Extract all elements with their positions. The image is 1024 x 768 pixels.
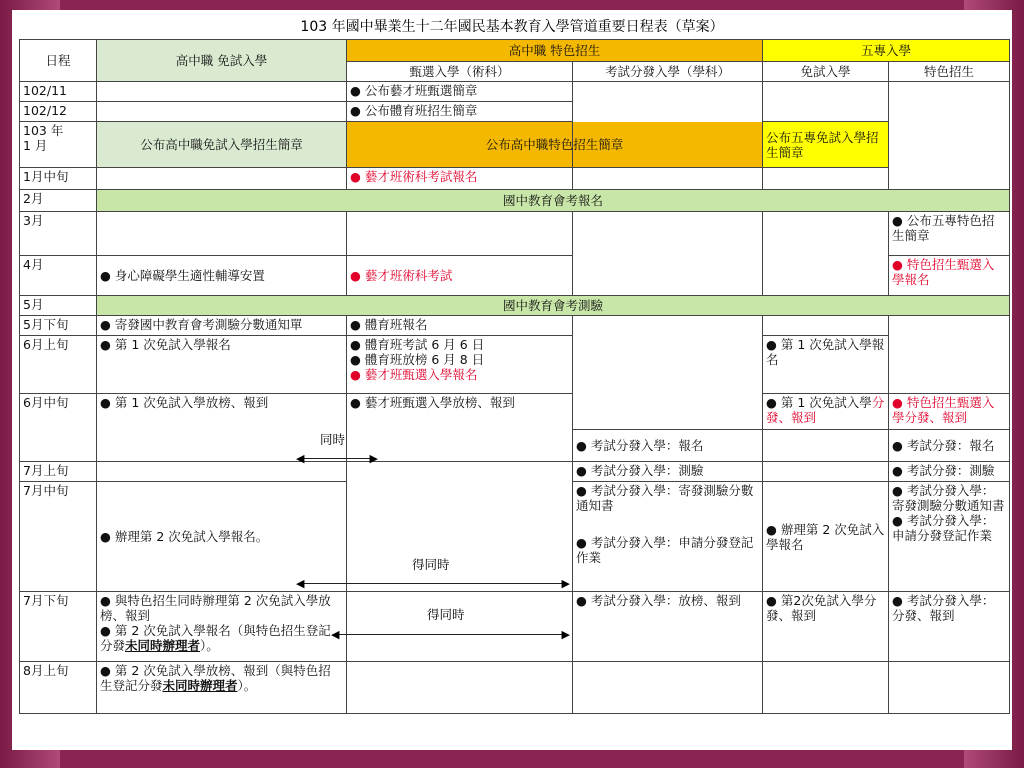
list-item: ● 藝才班甄選入學放榜、報到 bbox=[350, 395, 569, 410]
cell-text: 分發、報到 bbox=[766, 395, 885, 425]
cell-text: ● 第 2 次免試入學放榜、報到（與特色招生登記分發 bbox=[100, 663, 331, 693]
cell bbox=[97, 212, 347, 256]
cell: ● 寄發國中教育會考測驗分數通知單 bbox=[97, 316, 347, 336]
cell bbox=[347, 212, 573, 256]
cell bbox=[763, 430, 889, 462]
date-cell: 8月上旬 bbox=[20, 662, 97, 714]
header-five-year: 五專入學 bbox=[763, 40, 1010, 62]
cell bbox=[347, 592, 573, 662]
cell-text: 未同時辦理者 bbox=[125, 638, 201, 653]
cell bbox=[97, 102, 347, 122]
list-item bbox=[100, 623, 343, 653]
date-cell: 4月 bbox=[20, 256, 97, 296]
cell bbox=[573, 168, 763, 190]
date-cell: 7月中旬 bbox=[20, 482, 97, 592]
date-cell: 6月中旬 bbox=[20, 394, 97, 462]
cell-text: ）。 bbox=[200, 638, 219, 653]
date-cell: 5月 bbox=[20, 296, 97, 316]
cell: ● 藝才班術科考試報名 bbox=[347, 168, 573, 190]
cell bbox=[573, 316, 763, 430]
cell: ● 第2次免試入學分發、報到 bbox=[763, 592, 889, 662]
date-line: 1 月 bbox=[23, 138, 48, 153]
cell bbox=[763, 462, 889, 482]
cell bbox=[347, 336, 573, 394]
cell: ● 辦理第 2 次免試入學報名。 bbox=[97, 482, 347, 592]
double-arrow-icon: ◀ ▶ bbox=[331, 628, 570, 641]
cell bbox=[763, 394, 889, 430]
date-cell: 102/11 bbox=[20, 82, 97, 102]
header-exam: 考試分發入學（學科） bbox=[573, 62, 763, 82]
header-selection: 甄選入學（術科） bbox=[347, 62, 573, 82]
header-hs-free: 高中職 免試入學 bbox=[97, 40, 347, 82]
cell-text: 未同時辦理者 bbox=[162, 678, 238, 693]
date-cell: 7月下旬 bbox=[20, 592, 97, 662]
cell: 國中教育會考測驗 bbox=[97, 296, 1010, 316]
cell bbox=[573, 212, 763, 296]
cell bbox=[573, 662, 763, 714]
cell: 國中教育會考報名 bbox=[97, 190, 1010, 212]
together-label: 同時 bbox=[320, 432, 346, 447]
cell bbox=[347, 394, 573, 462]
cell-text: ● 第 1 次免試入學 bbox=[766, 395, 872, 410]
page-title: 103 年國中畢業生十二年國民基本教育入學管道重要日程表（草案） bbox=[300, 19, 724, 35]
cell bbox=[573, 482, 763, 592]
header-fy-special: 特色招生 bbox=[889, 62, 1010, 82]
cell bbox=[97, 462, 347, 482]
double-arrow-icon: ◀ ▶ bbox=[296, 452, 378, 465]
may-together-label: 得同時 bbox=[427, 607, 465, 622]
cell: ● 考試分發：報名 bbox=[889, 430, 1010, 462]
cell: ● 身心障礙學生適性輔導安置 bbox=[97, 256, 347, 296]
cell bbox=[97, 662, 347, 714]
cell: 公布五專免試入學招生簡章 bbox=[763, 122, 889, 168]
date-cell: 3月 bbox=[20, 212, 97, 256]
list-item: ● 體育班放榜 6 月 8 日 bbox=[350, 352, 569, 367]
cell bbox=[763, 168, 889, 190]
cell: ● 體育班報名 bbox=[347, 316, 573, 336]
list-item: ● 與特色招生同時辦理第 2 次免試入學放榜、報到 bbox=[100, 593, 343, 623]
cell: ● 特色招生甄選入學報名 bbox=[889, 256, 1010, 296]
date-line: 103 年 bbox=[23, 123, 64, 138]
cell: ● 第 1 次免試入學放榜、報到 bbox=[97, 394, 347, 462]
list-item: ● 藝才班甄選入學報名 bbox=[350, 367, 569, 382]
cell: ● 公布體育班招生簡章 bbox=[347, 102, 573, 122]
cell: ● 考試分發入學：報名 bbox=[573, 430, 763, 462]
list-item: ● 考試分發入學：申請分發登記作業 bbox=[576, 535, 759, 565]
cell: ● 考試分發入學：測驗 bbox=[573, 462, 763, 482]
cell bbox=[347, 462, 573, 592]
cell: ● 公布五專特色招生簡章 bbox=[889, 212, 1010, 256]
header-fy-free: 免試入學 bbox=[763, 62, 889, 82]
list-item: ● 體育班考試 6 月 6 日 bbox=[350, 337, 569, 352]
date-cell: 1月中旬 bbox=[20, 168, 97, 190]
cell: ● 第 1 次免試入學報名 bbox=[97, 336, 347, 394]
cell bbox=[97, 592, 347, 662]
cell: 公布高中職特色招生簡章 bbox=[347, 122, 763, 168]
cell bbox=[889, 316, 1010, 394]
cell: ● 考試分發入學：分發、報到 bbox=[889, 592, 1010, 662]
cell bbox=[763, 316, 889, 336]
cell-text: ● 第 2 次免試入學報名（與特色招生登記分發 bbox=[100, 623, 331, 653]
date-cell: 6月上旬 bbox=[20, 336, 97, 394]
schedule-table bbox=[19, 39, 1010, 714]
list-item: ● 考試分發入學：申請分發登記作業 bbox=[892, 513, 1006, 543]
schedule-sheet bbox=[12, 10, 1012, 750]
cell bbox=[763, 662, 889, 714]
double-arrow-icon: ◀ ▶ bbox=[296, 577, 570, 590]
header-hs-special: 高中職 特色招生 bbox=[347, 40, 763, 62]
cell bbox=[889, 662, 1010, 714]
cell bbox=[889, 82, 1010, 190]
cell: ● 特色招生甄選入學分發、報到 bbox=[889, 394, 1010, 430]
header-schedule: 日程 bbox=[20, 40, 97, 82]
cell bbox=[889, 482, 1010, 592]
date-cell: 102/12 bbox=[20, 102, 97, 122]
cell: ● 辦理第 2 次免試入學報名 bbox=[763, 482, 889, 592]
cell: ● 第 1 次免試入學報名 bbox=[763, 336, 889, 394]
cell bbox=[763, 82, 889, 122]
cell: ● 藝才班術科考試 bbox=[347, 256, 573, 296]
list-item: ● 考試分發入學：寄發測驗分數通知書 bbox=[892, 483, 1006, 513]
cell bbox=[97, 168, 347, 190]
date-cell: 7月上旬 bbox=[20, 462, 97, 482]
cell bbox=[763, 212, 889, 296]
cell bbox=[347, 662, 573, 714]
date-cell: 2月 bbox=[20, 190, 97, 212]
cell: 公布高中職免試入學招生簡章 bbox=[97, 122, 347, 168]
date-cell bbox=[20, 122, 97, 168]
cell: ● 考試分發：測驗 bbox=[889, 462, 1010, 482]
date-cell: 5月下旬 bbox=[20, 316, 97, 336]
cell bbox=[97, 82, 347, 102]
may-together-label: 得同時 bbox=[412, 557, 450, 572]
cell: ● 考試分發入學：放榜、報到 bbox=[573, 592, 763, 662]
cell: ● 公布藝才班甄選簡章 bbox=[347, 82, 573, 102]
list-item: ● 考試分發入學：寄發測驗分數通知書 bbox=[576, 483, 759, 513]
cell-text: ）。 bbox=[237, 678, 257, 693]
